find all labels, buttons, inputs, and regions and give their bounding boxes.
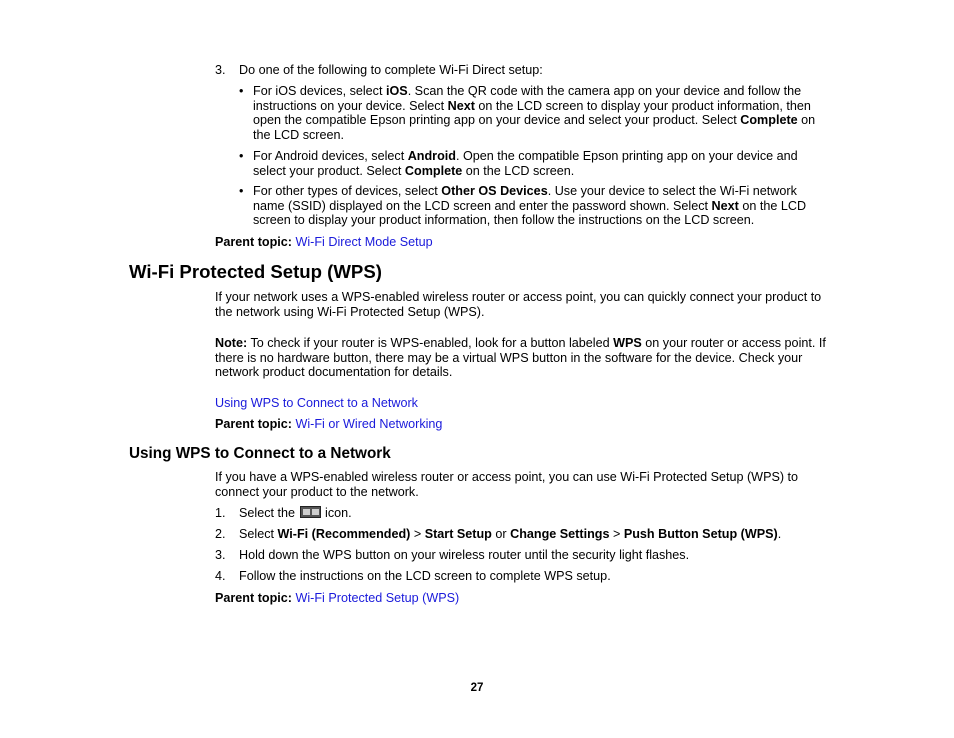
- bullet-android: For Android devices, select Android. Open the compatible Epson printing app on your device and select your product. Select Complete on the LCD screen.: [253, 149, 798, 178]
- sublink-row: [215, 396, 830, 411]
- parent-topic: Parent topic: Wi-Fi or Wired Networking: [215, 417, 443, 431]
- step-number: 1.: [215, 506, 226, 520]
- step-3: Hold down the WPS button on your wireless router until the security light flashes.: [239, 548, 690, 562]
- step-number: 4.: [215, 569, 226, 583]
- bullet-marker: •: [239, 184, 244, 198]
- parent-topic-link[interactable]: Wi-Fi Direct Mode Setup: [295, 235, 433, 249]
- parent-topic-link[interactable]: Wi-Fi Protected Setup (WPS): [295, 591, 460, 605]
- page-number: 27: [470, 682, 484, 694]
- note: Note: To check if your router is WPS-enabled, look for a button labeled WPS on your router or access point. If there is no hardware button, there may be a virtual WPS button in the software for the device. Check your network product documentation for details.: [215, 336, 826, 380]
- step-text: Do one of the following to complete Wi-Fi Direct setup:: [239, 63, 543, 77]
- bullet-ios: For iOS devices, select iOS. Scan the QR code with the camera app on your device and follow the instructions on your device. Select Next on the LCD screen to display your product information, then open the compatible Epson printing app on your device and select your product. Select Complete on the LCD screen.: [253, 84, 816, 142]
- bullet-marker: •: [239, 84, 244, 98]
- section-intro: If your network uses a WPS-enabled wireless router or access point, you can quickly connect your product to the network using Wi-Fi Protected Setup (WPS).: [215, 290, 822, 319]
- section-title: Wi-Fi Protected Setup (WPS): [129, 261, 382, 282]
- using-wps-link[interactable]: Using WPS to Connect to a Network: [215, 396, 418, 410]
- bullet-other-os: For other types of devices, select Other OS Devices. Use your device to select the Wi-Fi network name (SSID) displayed on the LCD screen and enter the password shown. Select Next on the LCD screen to display your product information, then follow the instructions on the LCD screen.: [253, 184, 807, 228]
- subsection-title: Using WPS to Connect to a Network: [129, 445, 391, 462]
- parent-topic: Parent topic: Wi-Fi Direct Mode Setup: [215, 235, 433, 249]
- step-4: Follow the instructions on the LCD screen to complete WPS setup.: [239, 569, 611, 583]
- bullet-marker: •: [239, 149, 244, 163]
- parent-topic-link[interactable]: Wi-Fi or Wired Networking: [295, 417, 443, 431]
- parent-topic: Parent topic: Wi-Fi Protected Setup (WPS): [215, 591, 460, 605]
- step-2: Select Wi-Fi (Recommended) > Start Setup or Change Settings > Push Button Setup (WPS).: [239, 527, 782, 541]
- step-number: 3.: [215, 63, 226, 77]
- step-1: Select the icon.: [239, 506, 352, 520]
- wifi-settings-icon: [300, 506, 321, 518]
- step-number: 3.: [215, 548, 226, 562]
- subsection-intro: If you have a WPS-enabled wireless router or access point, you can use Wi-Fi Protected Setup (WPS) to connect your product to the network.: [215, 470, 799, 499]
- step-number: 2.: [215, 527, 226, 541]
